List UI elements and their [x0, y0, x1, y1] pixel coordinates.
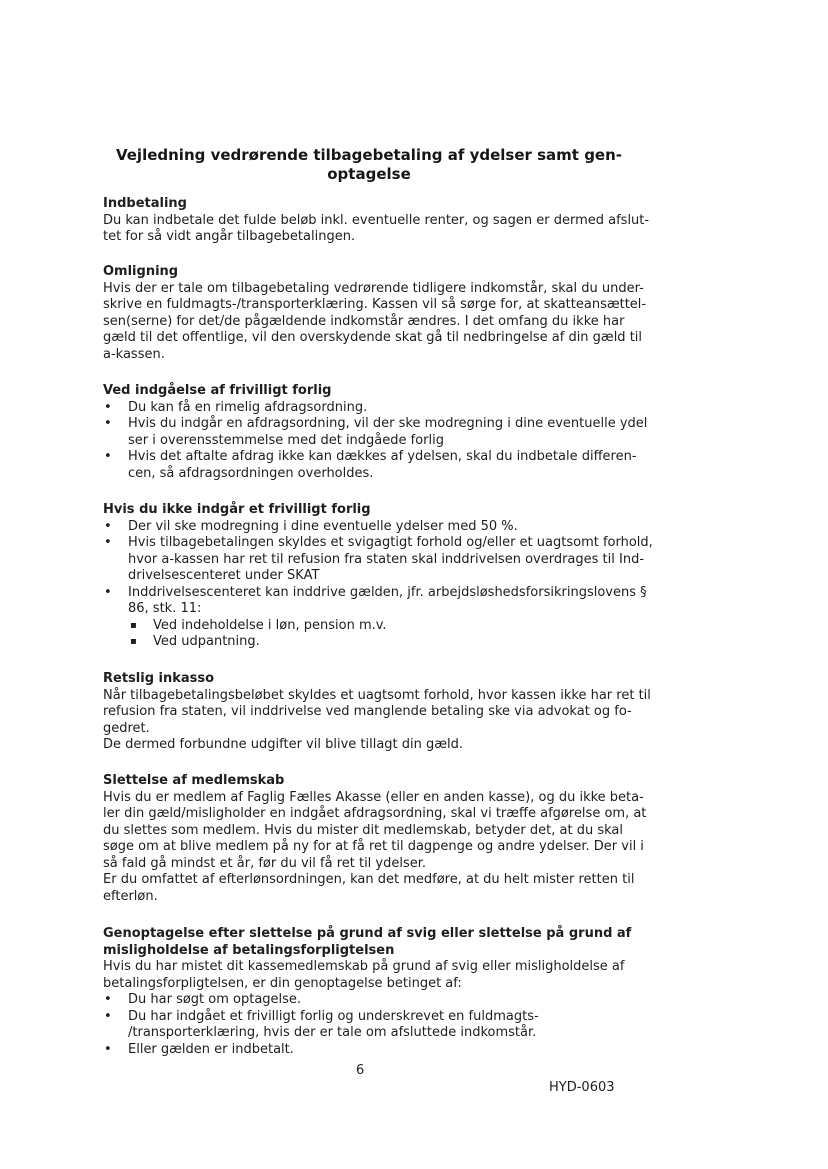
list-item: [103, 1009, 703, 1042]
paragraph-line: skrive en fuldmagts-/transporterklæring. Kassen vil så sørge for, at skatteansættel-: [103, 297, 647, 312]
paragraph-line: Hvis du har mistet dit kassemedlemskab på grund af svig eller misligholdelse af: [103, 959, 625, 974]
paragraph-line: refusion fra staten, vil inddrivelse ved manglende betaling ske via advokat og fo-: [103, 704, 632, 719]
list-item-line: • Eller gælden er indbetalt.: [128, 1041, 294, 1057]
list-item: [103, 992, 703, 1009]
list-item-line: hvor a-kassen har ret til refusion fra staten skal inddrivelsen overdrages til Ind-: [128, 551, 645, 567]
paragraph-line: du slettes som medlem. Hvis du mister dit medlemskab, betyder det, at du skal: [103, 822, 623, 838]
document-code: HYD-0603: [549, 1080, 615, 1095]
paragraph-line: gedret.: [103, 720, 150, 736]
list-item-line: ser i overensstemmelse med det indgåede forlig: [128, 432, 444, 448]
paragraph-line: Du kan indbetale det fulde beløb inkl. eventuelle renter, og sagen er dermed afslut-: [103, 212, 650, 228]
list-item-line: • Du kan få en rimelig afdragsordning.: [128, 399, 368, 415]
list-item-line: drivelsescenteret under SKAT: [128, 568, 320, 583]
page-number: 6: [356, 1063, 365, 1078]
bullet-list: [103, 519, 703, 651]
section-ikke-forlig: [103, 502, 703, 651]
paragraph-line: Hvis du er medlem af Faglig Fælles Akasse (eller en anden kasse), og du ikke beta-: [103, 789, 644, 805]
paragraph-line: Er du omfattet af efterlønsordningen, kan det medføre, at du helt mister retten til: [103, 872, 635, 887]
list-item: [103, 585, 703, 651]
paragraph-line: a-kassen.: [103, 346, 165, 362]
section-retslig-inkasso: [103, 671, 703, 754]
list-item-line: • Du har indgået et frivilligt forlig og underskrevet en fuldmagts-: [128, 1008, 539, 1024]
list-item: [103, 519, 703, 536]
section-heading: Indbetaling: [103, 196, 187, 211]
section-heading-line: misligholdelse af betalingsforpligtelsen: [103, 942, 395, 958]
list-item-line: • Hvis det aftalte afdrag ikke kan dækkes af ydelsen, skal du indbetale differen-: [128, 449, 637, 464]
sub-list-item-line: ▪ Ved udpantning.: [153, 634, 260, 649]
section-slettelse: [103, 773, 703, 905]
section-heading: Hvis du ikke indgår et frivilligt forlig: [103, 502, 371, 517]
sub-list-item-line: ▪ Ved indeholdelse i løn, pension m.v.: [153, 617, 387, 633]
list-item: [103, 400, 703, 417]
list-item-line: • Inddrivelsescenteret kan inddrive gælden, jfr. arbejdsløshedsforsikringslovens §: [128, 584, 647, 600]
section-indbetaling: [103, 196, 703, 246]
section-heading: Omligning: [103, 264, 179, 279]
section-heading: Ved indgåelse af frivilligt forlig: [103, 383, 332, 398]
section-frivilligt-forlig: [103, 383, 703, 482]
list-item-line: cen, så afdragsordningen overholdes.: [128, 465, 374, 481]
paragraph-line: sen(serne) for det/de pågældende indkomstår ændres. I det omfang du ikke har: [103, 313, 625, 329]
sub-list-item: [128, 618, 703, 635]
list-item: [103, 1042, 703, 1059]
list-item: [103, 449, 703, 482]
list-item-line: • Hvis du indgår en afdragsordning, vil der ske modregning i dine eventuelle ydel: [128, 416, 648, 431]
section-genoptagelse: [103, 926, 703, 1058]
paragraph-line: tet for så vidt angår tilbagebetalingen.: [103, 229, 356, 244]
section-omligning: [103, 264, 703, 363]
title-line-1: Vejledning vedrørende tilbagebetaling af ydelser samt gen-: [115, 146, 623, 164]
section-heading: Retslig inkasso: [103, 671, 215, 686]
title-line-2: optagelse: [327, 165, 411, 183]
paragraph-line: Når tilbagebetalingsbeløbet skyldes et uagtsomt forhold, hvor kassen ikke har ret til: [103, 687, 651, 703]
paragraph-line: søge om at blive medlem på ny for at få ret til dagpenge og andre ydelser. Der vil i: [103, 839, 644, 854]
list-item: [103, 416, 703, 449]
paragraph-line: ler din gæld/misligholder en indgået afdragsordning, skal vi træffe afgørelse om, at: [103, 806, 647, 821]
list-item: [103, 535, 703, 585]
paragraph-line: gæld til det offentlige, vil den overskydende skat gå til nedbringelse af din gæld til: [103, 330, 643, 345]
paragraph-line: Hvis der er tale om tilbagebetaling vedrørende tidligere indkomstår, skal du under-: [103, 280, 644, 296]
section-heading: Slettelse af medlemskab: [103, 773, 285, 788]
sub-bullet-list: [128, 618, 703, 651]
list-item-line: • Du har søgt om optagelse.: [128, 992, 302, 1007]
paragraph-line: betalingsforpligtelsen, er din genoptagelse betinget af:: [103, 975, 462, 991]
list-item-line: 86, stk. 11:: [128, 601, 202, 616]
paragraph-line: efterløn.: [103, 888, 158, 904]
document-title: [104, 146, 634, 184]
list-item-line: /transporterklæring, hvis der er tale om afsluttede indkomstår.: [128, 1025, 537, 1040]
paragraph-line: så fald gå mindst et år, før du vil få ret til ydelser.: [103, 855, 427, 871]
section-heading-line: Genoptagelse efter slettelse på grund af svig eller slettelse på grund af: [103, 926, 632, 941]
sub-list-item: [128, 634, 703, 651]
bullet-list: [103, 400, 703, 483]
list-item-line: • Der vil ske modregning i dine eventuelle ydelser med 50 %.: [128, 518, 518, 534]
bullet-list: [103, 992, 703, 1058]
list-item-line: • Hvis tilbagebetalingen skyldes et svigagtigt forhold og/eller et uagtsomt forhold,: [128, 535, 653, 550]
paragraph-line: De dermed forbundne udgifter vil blive tillagt din gæld.: [103, 737, 464, 752]
